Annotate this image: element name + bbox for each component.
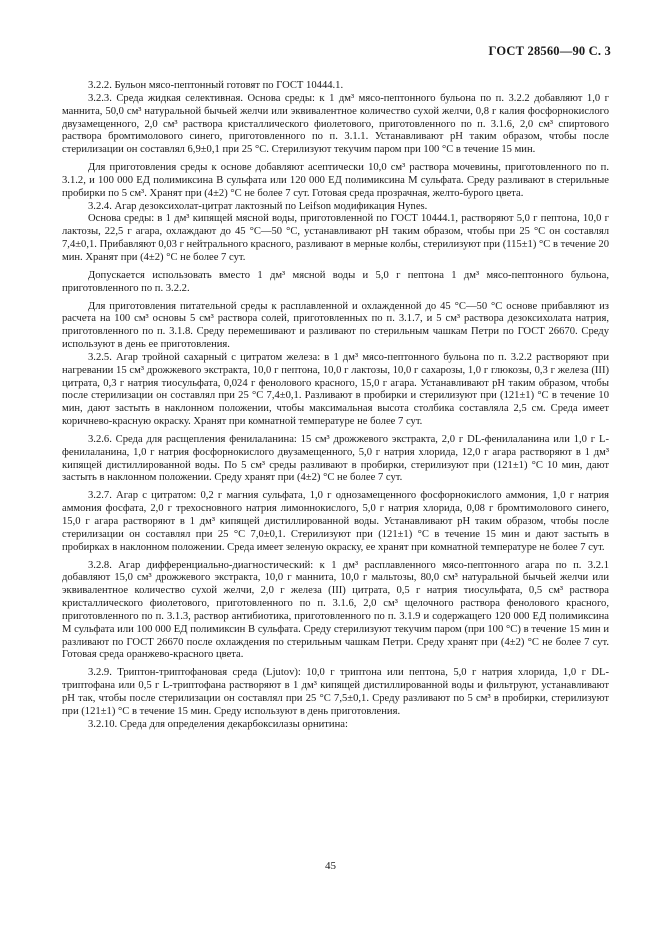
paragraph-3-2-4-substitute: Допускается использовать вместо 1 дм³ мясной воды и 5,0 г пептона 1 дм³ мясо-пептонного бульона, приготовленного по п. 3.2.2. [62, 269, 609, 294]
paragraph-3-2-4: 3.2.4. Агар дезоксихолат-цитрат лактозный по Leifson модификация Hynes. [88, 200, 428, 212]
paragraph-3-2-6: 3.2.6. Среда для расщепления фенилаланина: 15 см³ дрожжевого экстракта, 2,0 г DL-фенилаланина или 1,0 г L-фенилаланина, 1,0 г натрия фосфорнокислого двузамещенного, 5,0 г натрия хлорида, 12,0 г агара растворяют в 1 дм³ кипящей дистиллированной воды. По 5 см³ среды разливают в пробирки, стерилизуют при (121±1) °С 10 мин, дают застыть в наклонном положении. Среду хранят при (4±2) °С не более 7 сут. [62, 433, 609, 484]
paragraph-3-2-4-base: Основа среды: в 1 дм³ кипящей мясной воды, приготовленной по ГОСТ 10444.1, растворяют 5,0 г пептона, 10,0 г лактозы, 22,5 г агара, охлаждают до 45 °С—50 °С, устанавливают pH таким образом, чтобы при 25 °С он составлял 7,4±0,1. Прибавляют 0,03 г нейтрального красного, разливают в мерные колбы, стерилизуют при (115±1) °С в течение 20 мин. Хранят при (4±2) °С не более 7 сут. [62, 213, 609, 263]
running-head: ГОСТ 28560—90 С. 3 [488, 44, 611, 58]
paragraph-3-2-8: 3.2.8. Агар дифференциально-диагностический: к 1 дм³ расплавленного мясо-пептонного агара по п. 3.2.1 добавляют 15,0 см³ дрожжевого экстракта, 10,0 г маннита, 10,0 г мальтозы, 80,0 см³ натуральной бычьей желчи или эквивалентное количество сухой желчи, 2,0 г железа (III) цитрата, 0,5 г натрия тиосульфата, 0,5 см³ раствора кристаллического фиолетового, приготовленного по п. 3.1.6, 2,0 см³ щелочного раствора фенолового красного, приготовленного по п. 3.1.3, раствор антибиотика, приготовленного по п. 3.1.9 и содержащего 120 000 ЕД полимиксина М сульфата или 100 000 ЕД полимиксин В сульфата. Среду стерилизуют текучим паром (при 100 °С) в течение 15 мин и разливают по ГОСТ 26670 после охлаждения по стерильным чашкам Петри. Среду хранят при (4±2) °С не более 7 сут. Готовая среда оранжево-красного цвета. [62, 559, 609, 661]
paragraph-3-2-4-preparation: Для приготовления питательной среды к расплавленной и охлажденной до 45 °С—50 °С основе прибавляют из расчета на 100 см³ основы 5 см³ раствора солей, приготовленных по п. 3.1.7, и 5 см³ раствора дезоксихолата натрия, приготовленного по п. 3.1.8. Среду перемешивают и разливают по стерильным чашкам Петри по ГОСТ 26670. Среду используют в день ее приготовления. [62, 300, 609, 351]
paragraph-3-2-10: 3.2.10. Среда для определения декарбоксилазы орнитина: [88, 718, 348, 730]
paragraph-3-2-9: 3.2.9. Триптон-триптофановая среда (Ljutov): 10,0 г триптона или пептона, 5,0 г натрия хлорида, 1,0 г DL-триптофана или 0,5 г L-триптофана растворяют в 1 дм³ кипящей дистиллированной воды и фильтруют, устанавливают pH так, чтобы после стерилизации он составлял при 25 °С 7,5±0,1. Среду разливают по 5 см³ в пробирки, стерилизуют при (121±1) °С в течение 15 мин. Среду используют в день приготовления. [62, 667, 609, 717]
paragraph-3-2-3-preparation: Для приготовления среды к основе добавляют асептически 10,0 см³ раствора мочевины, приготовленного по п. 3.1.2, и 100 000 ЕД полимиксина В сульфата или 120 000 ЕД полимиксина М сульфата. Среду разливают в стерильные пробирки по 5 см³. Хранят при (4±2) °С не более 7 сут. Готовая среда прозрачная, желто-бурого цвета. [62, 162, 609, 199]
paragraph-3-2-7: 3.2.7. Агар с цитратом: 0,2 г магния сульфата, 1,0 г однозамещенного фосфорнокислого аммония, 1,0 г натрия аммония фосфата, 2,0 г трехосновного натрия лимоннокислого, 5,0 г натрия хлорида, 0,08 г бромтимолового синего, 15,0 г агара растворяют в 1 дм³ кипящей дистиллированной воды. Устанавливают pH таким образом, чтобы после стерилизации он составлял при 25 °С 7,0±0,1. Стерилизуют при (121±1) °С в течение 15 мин и дают застыть в пробирках в наклонном положении. Среда имеет зеленую окраску, ее хранят при комнатной температуре не более 7 сут. [62, 490, 609, 553]
body-text [62, 80, 609, 732]
paragraph-3-2-2: 3.2.2. Бульон мясо-пептонный готовят по ГОСТ 10444.1. [88, 80, 344, 91]
paragraph-3-2-3: 3.2.3. Среда жидкая селективная. Основа среды: к 1 дм³ мясо-пептонного бульона по п. 3.2.2 добавляют 1,0 г маннита, 50,0 см³ натуральной бычьей желчи или эквивалентное количество сухой желчи, 0,8 г калия фосфорнокислого двузамещенного, 2,0 см³ раствора кристаллического фиолетового, приготовленного по п. 3.1.6, 2,0 см³ спиртового раствора бромтимолового синего, приготовленного по п. 3.1.1. Устанавливают pH таким образом, чтобы после стерилизации он составлял 6,9±0,1 при 25 °С. Стерилизуют текучим паром при 100 °С в течение 15 мин. [62, 92, 609, 156]
page-number: 45 [325, 860, 336, 872]
paragraph-3-2-5: 3.2.5. Агар тройной сахарный с цитратом железа: в 1 дм³ мясо-пептонного бульона по п. 3.2.2 растворяют при нагревании 15 см³ дрожжевого экстракта, 10,0 г пептона, 10,0 г лактозы, 10,0 г сахарозы, 1,0 г глюкозы, 0,3 г железа (III) цитрата, 0,3 г натрия тиосульфата, 0,024 г фенолового красного, 15,0 г агара. Устанавливают pH таким образом, чтобы после стерилизации он составлял при 25 °С 7,4±0,1. Разливают в пробирки и стерилизуют при (121±1) °С в течение 10 мин, дают застыть в наклонном положении, чтобы максимальная высота столбика составляла 2,5 см. Среда имеет коричнево-красную окраску. Хранят при комнатной температуре не более 7 сут. [62, 351, 609, 428]
